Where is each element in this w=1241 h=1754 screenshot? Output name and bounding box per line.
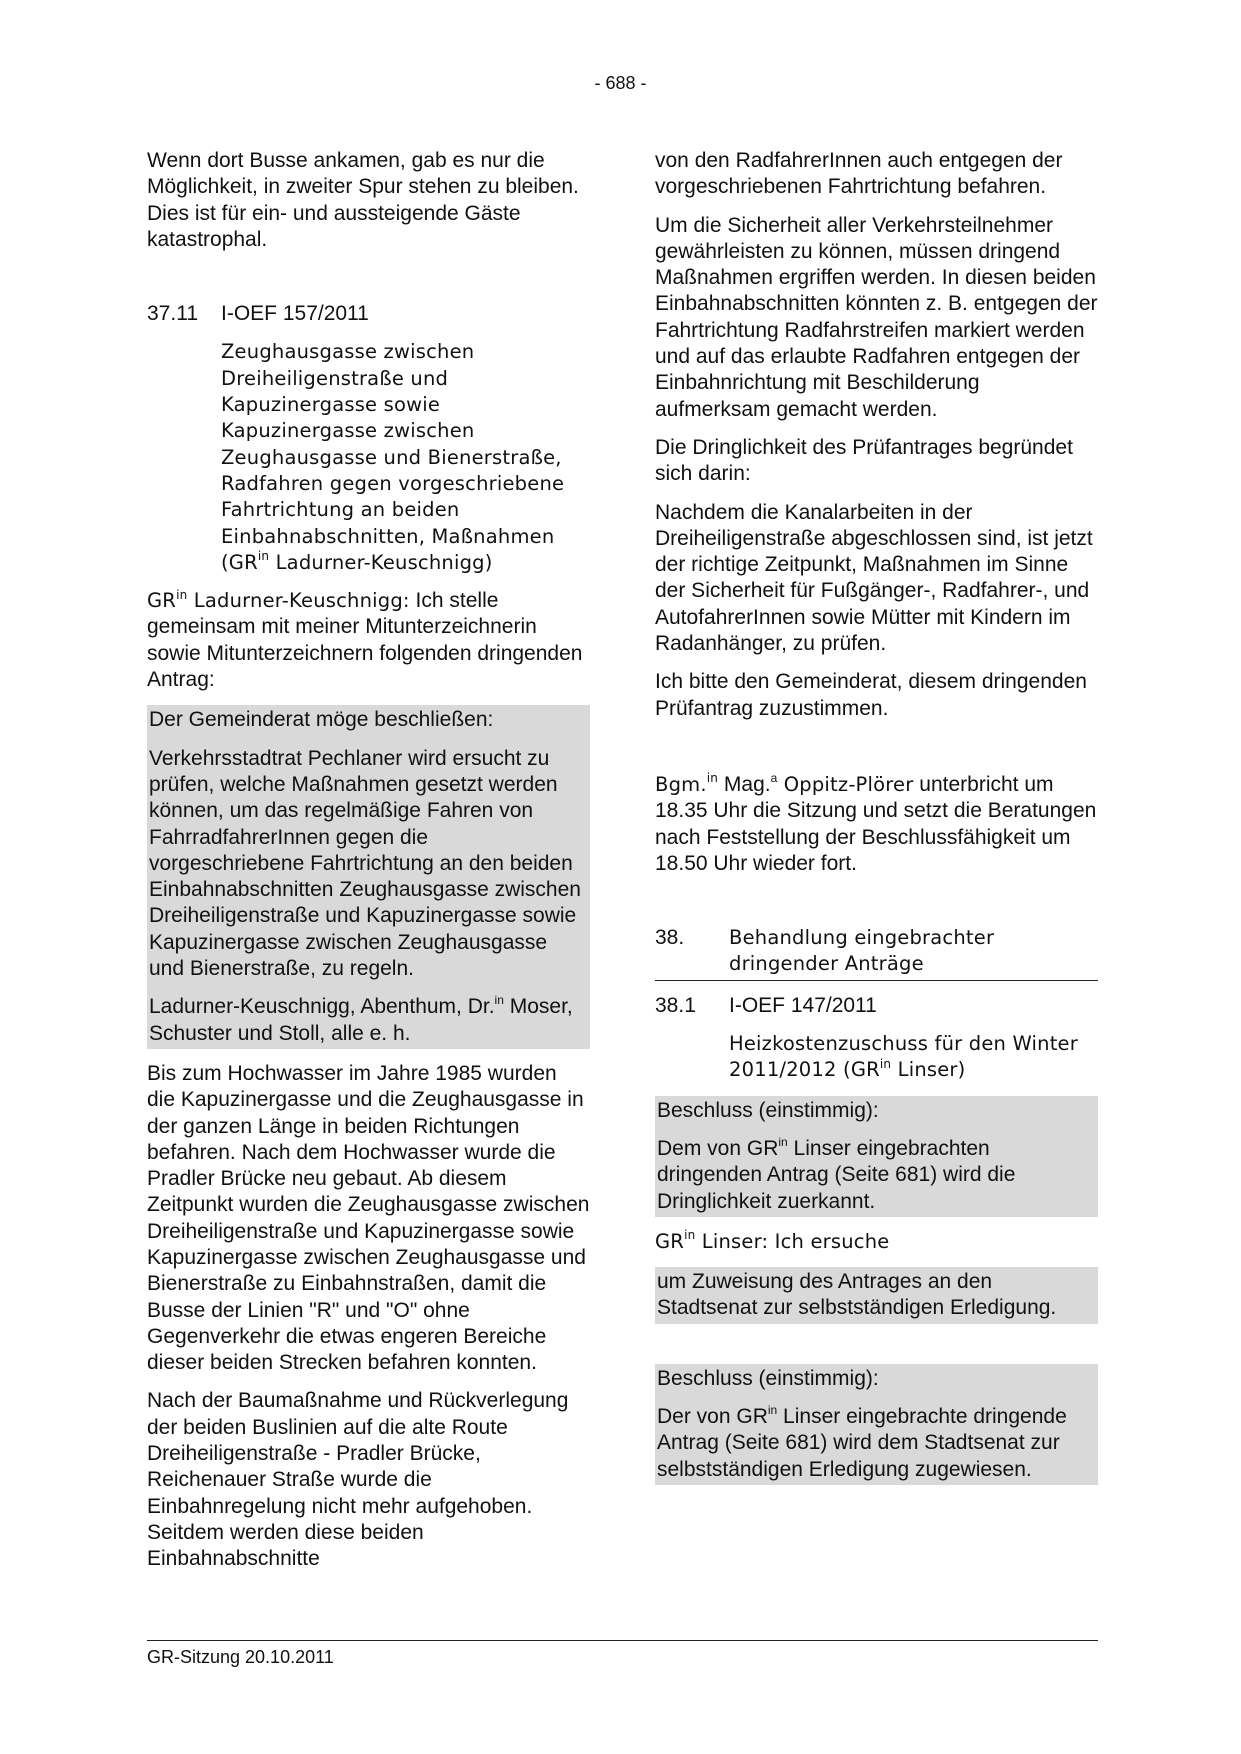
speaker-name: $GR^{in}$ Ladurner-Keuschnigg:: [147, 587, 410, 613]
right-column: [655, 148, 1098, 1497]
agenda-item-heading: [147, 301, 590, 327]
agenda-item-ref: I-OEF 157/2011: [221, 302, 369, 326]
footer-rule: [147, 1640, 1098, 1641]
agenda-item-title: Zeughausgasse zwischen Dreiheiligenstraße und Kapuzinergasse sowie Kapuzinergasse zwischen Zeughausgasse und Bienerstraße, Radfahren gegen vorgeschriebene Fahrtrichtung an beiden Einbahnabschnitten, Maßnahmen ($GR^{in}$ Ladurner-Keuschnigg): [221, 340, 565, 574]
motion-box: [147, 705, 590, 1049]
paragraph: Um die Sicherheit aller Verkehrsteilnehmer gewährleisten zu können, müssen dringend Maßnahmen ergriffen werden. In diesen beiden Einbahnabschnitten könnten z. B. entgegen der Fahrtrichtung Radfahrstreifen markiert werden und auf das erlaubte Radfahren entgegen der Einbahnrichtung mit Beschilderung aufmerksam gemacht werden.: [655, 213, 1098, 421]
motion-text: Verkehrsstadtrat Pechlaner wird ersucht zu prüfen, welche Maßnahmen gesetzt werden können, um das regelmäßige Fahren von FahrradfahrerInnen gegen die vorgeschriebene Fahrtrichtung an den beiden Einbahnabschnitten Zeughausgasse zwischen Dreiheiligenstraße und Kapuzinergasse sowie Kapuzinergasse zwischen Zeughausgasse und Bienerstraße, zu regeln.: [149, 746, 581, 981]
paragraph: Wenn dort Busse ankamen, gab es nur die Möglichkeit, in zweiter Spur stehen zu bleiben. Dies ist für ein- und aussteigende Gäste katastrophal.: [147, 149, 579, 251]
resolution-box: [655, 1364, 1098, 1485]
motion-signers: Ladurner-Keuschnigg, Abenthum, Dr.$^{in}$ Moser, Schuster und Stoll, alle e. h.: [149, 993, 573, 1045]
agenda-item-ref: I-OEF 147/2011: [729, 993, 877, 1017]
resolution-heading: Beschluss (einstimmig):: [657, 1366, 879, 1390]
speaker-paragraph: $GR^{in}$ Ladurner-Keuschnigg: Ich stelle gemeinsam mit meiner Mitunterzeichnerin sowie Mitunterzeichnern folgenden dringenden Antrag:: [147, 587, 583, 692]
paragraph: Nach der Baumaßnahme und Rückverlegung der beiden Buslinien auf die alte Route Dreiheiligenstraße - Pradler Brücke, Reichenauer Straße wurde die Einbahnregelung nicht mehr aufgehoben. Seitdem werden diese beiden Einbahnabschnitte: [147, 1389, 569, 1571]
motion-intro: Der Gemeinderat möge beschließen:: [149, 708, 494, 732]
agenda-item-number: 38.1: [655, 993, 696, 1017]
paragraph: Nachdem die Kanalarbeiten in der Dreiheiligenstraße abgeschlossen sind, ist jetzt der richtige Zeitpunkt, Maßnahmen im Sinne der Sicherheit für Fußgänger-, Radfahrer-, und AutofahrerInnen sowie Mütter mit Kindern im Radanhänger, zu prüfen.: [655, 500, 1093, 656]
request-box: [655, 1267, 1098, 1324]
paragraph: von den RadfahrerInnen auch entgegen der vorgeschriebenen Fahrtrichtung befahren.: [655, 149, 1063, 199]
request-text: um Zuweisung des Antrages an den Stadtsenat zur selbstständigen Erledigung.: [657, 1270, 1057, 1320]
resolution-text: Dem von $GR^{in}$ Linser eingebrachten dringenden Antrag (Seite 681) wird die Dringlichkeit zuerkannt.: [657, 1134, 1016, 1213]
resolution-heading: Beschluss (einstimmig):: [657, 1098, 879, 1122]
speaker-paragraph: $GR^{in}$ Linser: Ich ersuche: [655, 1228, 890, 1253]
paragraph: Ich bitte den Gemeinderat, diesem dringenden Prüfantrag zuzustimmen.: [655, 670, 1087, 720]
paragraph: Die Dringlichkeit des Prüfantrages begründet sich darin:: [655, 435, 1073, 486]
page-number: - 688 -: [594, 73, 647, 93]
section-heading: [655, 925, 1098, 981]
footer-text: GR-Sitzung 20.10.2011: [147, 1647, 334, 1667]
resolution-text: Der von $GR^{in}$ Linser eingebrachte dringende Antrag (Seite 681) wird dem Stadtsenat zur selbstständigen Erledigung zugewiesen.: [657, 1402, 1067, 1481]
resolution-box: [655, 1096, 1098, 1217]
section-number: 38.: [655, 926, 685, 950]
agenda-item-number: 37.11: [147, 302, 198, 326]
paragraph: Bis zum Hochwasser im Jahre 1985 wurden die Kapuzinergasse und die Zeughausgasse in der ganzen Länge in beiden Richtungen befahren. Nach dem Hochwasser wurde die Pradler Brücke neu gebaut. Ab diesem Zeitpunkt wurden die Zeughausgasse zwischen Dreiheiligenstraße und Kapuzinergasse sowie Kapuzinergasse zwischen Zeughausgasse und Bienerstraße zu Einbahnstraßen, damit die Busse der Linien "R" und "O" ohne Gegenverkehr die etwas engeren Bereiche dieser beiden Strecken befahren konnten.: [147, 1061, 590, 1375]
agenda-item-heading: [655, 993, 1098, 1019]
agenda-item-title: Heizkostenzuschuss für den Winter 2011/2012 ($GR^{in}$ Linser): [729, 1032, 1078, 1082]
left-column: [147, 148, 590, 1585]
mayor-name: Bgm.$^{in}$: [655, 771, 719, 796]
session-break-paragraph: Bgm.$^{in}$ Mag.$^a$ Oppitz-Plörer unterbricht um 18.35 Uhr die Sitzung und setzt die Beratungen nach Feststellung der Beschlussfähigkeit um 18.50 Uhr wieder fort.: [655, 770, 1097, 875]
section-title: Behandlung eingebrachter dringender Anträge: [729, 926, 995, 976]
